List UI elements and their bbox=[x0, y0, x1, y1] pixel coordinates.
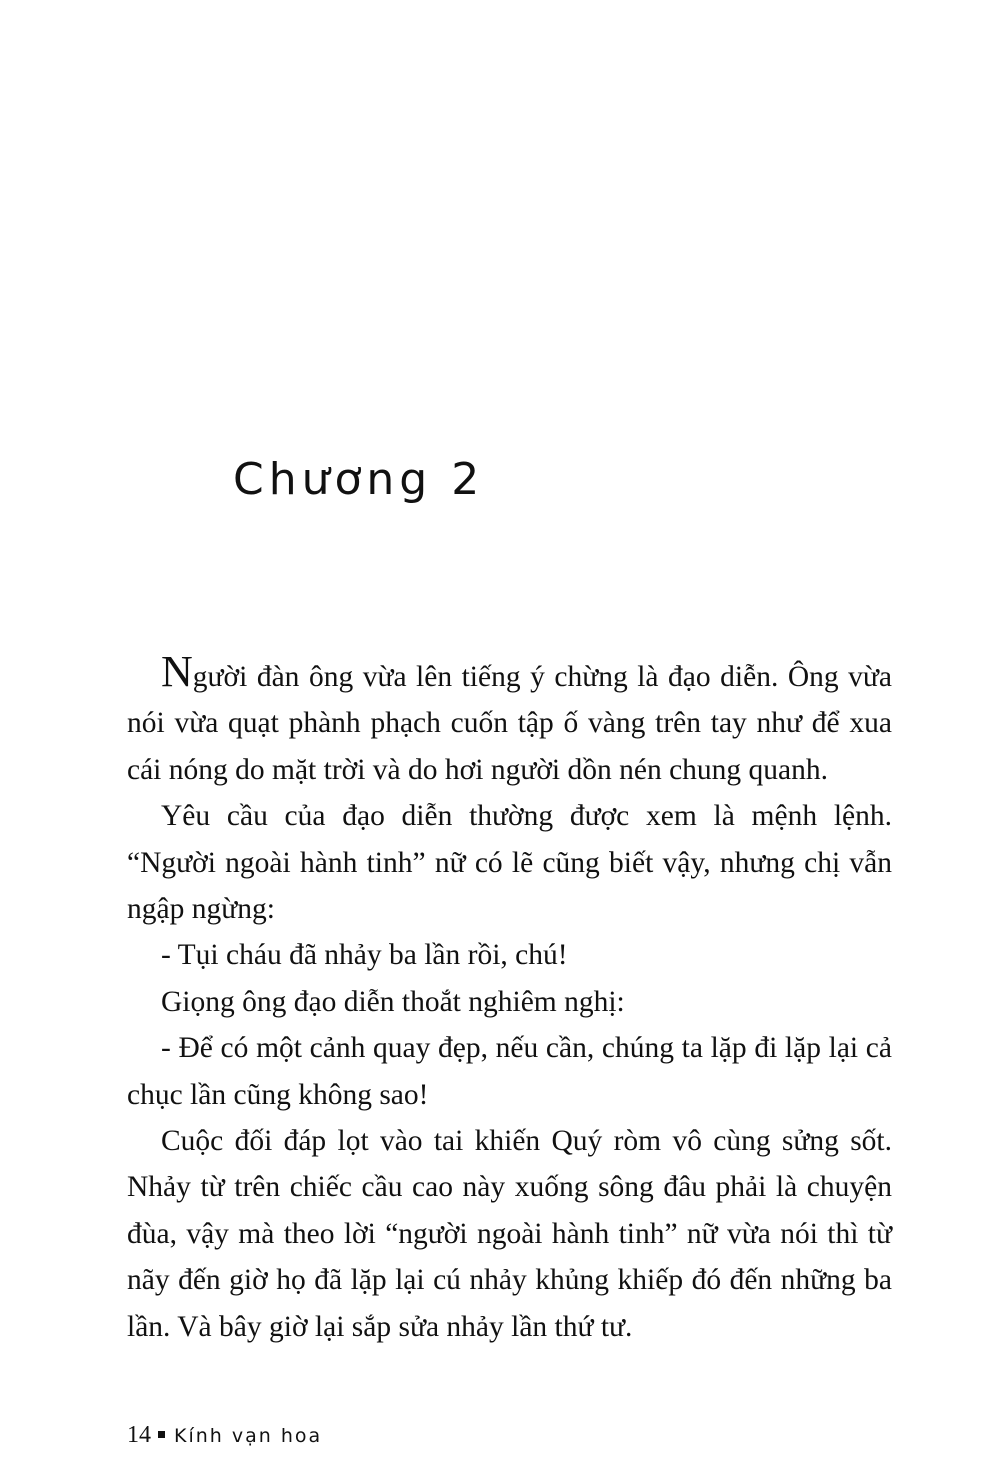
paragraph-4: Giọng ông đạo diễn thoắt nghiêm nghị: bbox=[161, 985, 625, 1018]
paragraph-1-text: gười đàn ông vừa lên tiếng ý chừng là đạo diễn. Ông vừa nói vừa quạt phành phạch cuốn tập ố vàng trên tay như để xua cái nóng do mặt trời và do hơi người dồn nén chung quanh. bbox=[127, 661, 892, 786]
paragraph-2: Yêu cầu của đạo diễn thường được xem là mệnh lệnh. “Người ngoài hành tinh” nữ có lẽ cũng biết vậy, nhưng chị vẫn ngập ngừng: bbox=[127, 800, 892, 926]
paragraph-6: Cuộc đối đáp lọt vào tai khiến Quý ròm vô cùng sửng sốt. Nhảy từ trên chiếc cầu cao này xuống sông đâu phải là chuyện đùa, vậy mà theo lời “người ngoài hành tinh” nữ vừa nói thì từ nãy đến giờ họ đã lặp lại cú nhảy khủng khiếp đó đến những ba lần. Và bây giờ lại sắp sửa nhảy lần thứ tư. bbox=[127, 1125, 892, 1343]
drop-cap: N bbox=[161, 647, 193, 696]
page-number: 14 bbox=[127, 1422, 151, 1448]
square-bullet-icon bbox=[158, 1431, 165, 1438]
paragraph-1 bbox=[127, 647, 892, 793]
page-footer bbox=[127, 1423, 322, 1447]
book-title: Kính vạn hoa bbox=[174, 1425, 323, 1447]
paragraph-5: - Để có một cảnh quay đẹp, nếu cần, chúng ta lặp đi lặp lại cả chục lần cũng không sao! bbox=[127, 1032, 892, 1111]
chapter-body bbox=[127, 647, 892, 1350]
chapter-title: Chương 2 bbox=[233, 454, 485, 505]
paragraph-3: - Tụi cháu đã nhảy ba lần rồi, chú! bbox=[161, 939, 568, 972]
